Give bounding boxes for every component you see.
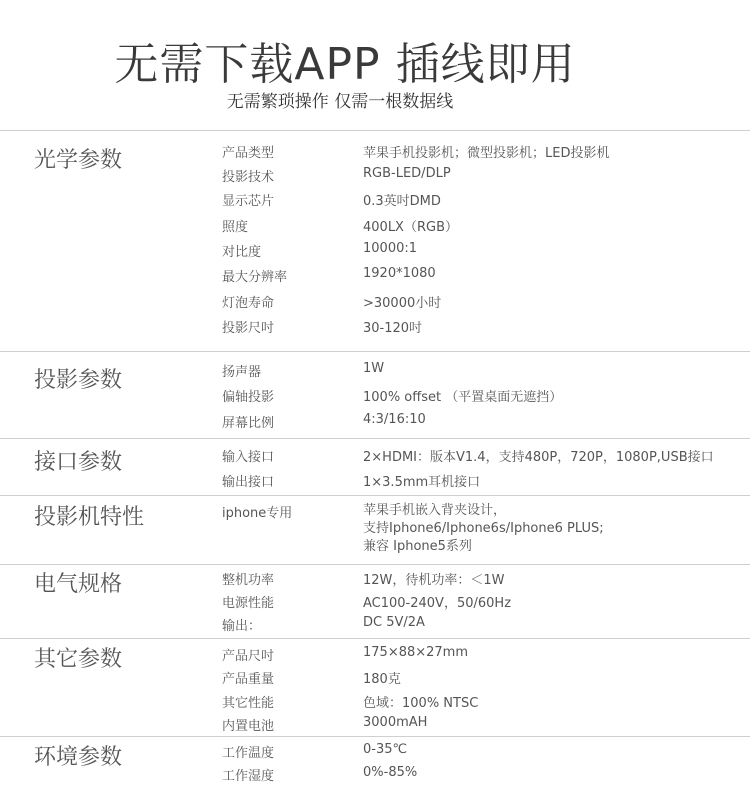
spec-value-line: 支持Iphone6/Iphone6s/Iphone6 PLUS; — [363, 521, 604, 536]
spec-label: 最大分辨率 — [222, 270, 288, 285]
spec-label: 扬声器 — [222, 365, 262, 380]
spec-label: 输出： — [222, 619, 262, 634]
spec-label: 对比度 — [222, 245, 262, 260]
spec-value: 0.3英吋DMD — [363, 194, 441, 209]
spec-label: 产品重量 — [222, 672, 275, 687]
spec-label: 产品尺吋 — [222, 649, 275, 664]
headline: 无需下载APP 插线即用 — [114, 39, 576, 90]
section-title-optical: 光学参数 — [34, 148, 123, 173]
spec-value: >30000小时 — [363, 296, 442, 311]
divider — [0, 638, 750, 639]
spec-label: 其它性能 — [222, 696, 275, 711]
spec-value: 4:3/16:10 — [363, 412, 426, 427]
spec-value: 1×3.5mm耳机接口 — [363, 475, 481, 490]
spec-label: 工作湿度 — [222, 769, 275, 784]
spec-value: 0-35℃ — [363, 742, 408, 757]
spec-label: 照度 — [222, 220, 249, 235]
spec-value: AC100-240V，50/60Hz — [363, 596, 512, 611]
subheadline: 无需繁琐操作 仅需一根数据线 — [226, 92, 454, 112]
divider — [0, 736, 750, 737]
spec-label: 产品类型 — [222, 146, 275, 161]
spec-label: iphone专用 — [222, 506, 293, 521]
spec-value-line: 苹果手机嵌入背夹设计， — [363, 503, 507, 518]
divider — [0, 564, 750, 565]
divider — [0, 495, 750, 496]
section-title-electrical: 电气规格 — [34, 572, 123, 597]
spec-label: 灯泡寿命 — [222, 296, 275, 311]
spec-value: 100% offset （平置桌面无遮挡） — [363, 390, 563, 405]
divider — [0, 351, 750, 352]
spec-value: 12W，待机功率：＜1W — [363, 573, 505, 588]
spec-label: 输入接口 — [222, 450, 275, 465]
spec-value: 0%-85% — [363, 765, 418, 780]
section-title-environment: 环境参数 — [34, 745, 123, 770]
spec-value: 3000mAH — [363, 715, 428, 730]
section-title-projection: 投影参数 — [34, 368, 123, 393]
spec-value: 180克 — [363, 672, 401, 687]
spec-label: 工作温度 — [222, 746, 275, 761]
spec-value: 2×HDMI：版本V1.4，支持480P，720P，1080P,USB接口 — [363, 450, 714, 465]
section-title-other: 其它参数 — [34, 647, 123, 672]
spec-value: 色域：100% NTSC — [363, 696, 479, 711]
spec-value: 10000:1 — [363, 241, 418, 256]
spec-label: 投影尺吋 — [222, 321, 275, 336]
spec-value: 1W — [363, 361, 385, 376]
spec-label: 屏幕比例 — [222, 416, 275, 431]
spec-label: 显示芯片 — [222, 194, 275, 209]
divider — [0, 438, 750, 439]
spec-label: 整机功率 — [222, 573, 275, 588]
spec-label: 电源性能 — [222, 596, 275, 611]
spec-label: 偏轴投影 — [222, 390, 275, 405]
spec-value: 30-120吋 — [363, 321, 423, 336]
divider — [0, 130, 750, 131]
spec-value: RGB-LED/DLP — [363, 166, 451, 181]
section-title-features: 投影机特性 — [34, 505, 145, 530]
spec-value: 1920*1080 — [363, 266, 436, 281]
spec-value: 苹果手机投影机；微型投影机；LED投影机 — [363, 146, 610, 161]
spec-value: 175×88×27mm — [363, 645, 469, 660]
spec-value: 400LX（RGB） — [363, 220, 458, 235]
spec-label: 投影技术 — [222, 170, 275, 185]
spec-label: 内置电池 — [222, 719, 275, 734]
section-title-interface: 接口参数 — [34, 450, 123, 475]
spec-value: DC 5V/2A — [363, 615, 425, 630]
spec-label: 输出接口 — [222, 475, 275, 490]
spec-value-line: 兼容 Iphone5系列 — [363, 539, 472, 554]
